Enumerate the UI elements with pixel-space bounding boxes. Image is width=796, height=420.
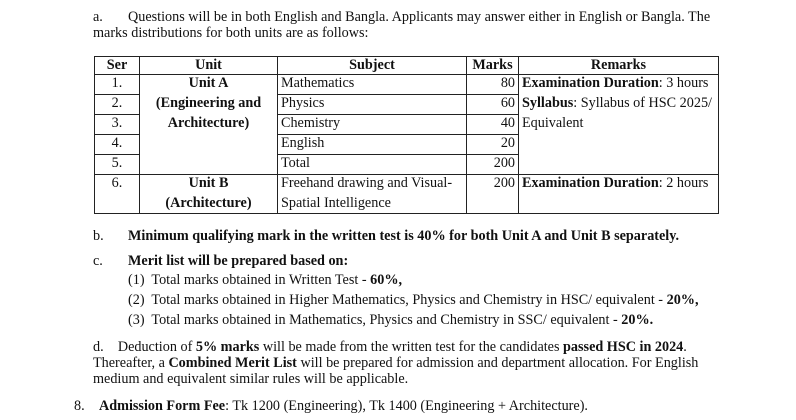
header-remarks: Remarks <box>519 57 719 75</box>
list-item <box>128 292 699 309</box>
table-row <box>95 95 719 115</box>
marks-cell: 200 <box>467 155 519 175</box>
para-d-text: will be made from the written test for the candidates <box>259 339 564 355</box>
unit-a-empty <box>140 135 278 155</box>
remarks-b-duration <box>519 175 719 214</box>
list-item-bold: 60%, <box>370 272 403 288</box>
subject-cell: Total <box>278 155 467 175</box>
para-d-text: will be prepared for admission and department allocation. For English <box>296 355 699 371</box>
subject-cell: Physics <box>278 95 467 115</box>
list-item <box>128 272 402 289</box>
para-d-text: Thereafter, a <box>93 355 169 371</box>
marks-cell: 40 <box>467 115 519 135</box>
list-item-text: Total marks obtained in Higher Mathematics, Physics and Chemistry in HSC/ equivalent - <box>151 292 667 308</box>
item-8-text <box>99 398 588 415</box>
ser-cell: 2. <box>95 95 140 115</box>
table-row <box>95 115 719 135</box>
ser-cell: 5. <box>95 155 140 175</box>
para-b-text: Minimum qualifying mark in the written test is 40% for both Unit A and Unit B separately. <box>128 228 680 244</box>
subject-6-line1: Freehand drawing and Visual- <box>281 175 453 191</box>
para-a-marker: a. <box>93 9 103 25</box>
remarks-a-syllabus-cont: Equivalent <box>519 115 719 135</box>
para-c-heading: Merit list will be prepared based on: <box>128 253 349 269</box>
list-item-text: Total marks obtained in Written Test - <box>151 272 371 288</box>
syllabus-value: : Syllabus of HSC 2025/ <box>573 94 713 111</box>
remarks-a-duration <box>519 75 719 95</box>
para-d-bold: Combined Merit List <box>168 355 297 371</box>
duration-label: Examination Duration <box>522 175 659 191</box>
para-d-text: Deduction of <box>117 339 196 355</box>
list-item-bold: 20%. <box>621 312 654 328</box>
header-marks: Marks <box>467 57 519 75</box>
header-ser: Ser <box>95 57 140 75</box>
table-row <box>95 135 719 155</box>
unit-b-cell <box>140 175 278 214</box>
unit-a-desc-2: Architecture) <box>140 115 278 135</box>
list-item-num: (2) <box>128 292 145 308</box>
subject-cell: Chemistry <box>278 115 467 135</box>
list-item-num: (3) <box>128 312 145 328</box>
duration-value: : 3 hours <box>658 75 709 91</box>
list-item-num: (1) <box>128 272 145 288</box>
marks-table <box>94 56 719 214</box>
remarks-empty <box>519 135 719 155</box>
subject-cell: English <box>278 135 467 155</box>
item-8-value: : Tk 1200 (Engineering), Tk 1400 (Engineering + Architecture). <box>225 398 588 414</box>
item-8-label: Admission Form Fee <box>99 398 226 414</box>
ser-cell: 6. <box>95 175 140 214</box>
duration-label: Examination Duration <box>522 75 659 91</box>
para-d-marker: d. <box>93 339 104 355</box>
unit-b-desc: (Architecture) <box>165 195 252 211</box>
ser-cell: 1. <box>95 75 140 95</box>
ser-cell: 4. <box>95 135 140 155</box>
marks-cell: 200 <box>467 175 519 214</box>
table-row <box>95 75 719 95</box>
syllabus-label: Syllabus <box>522 94 574 111</box>
item-8-marker: 8. <box>74 398 85 414</box>
para-d-bold: passed HSC in 2024 <box>563 339 684 355</box>
marks-cell: 80 <box>467 75 519 95</box>
unit-a-name: Unit A <box>140 75 278 95</box>
marks-cell: 60 <box>467 95 519 115</box>
para-a-line1: Questions will be in both English and Bangla. Applicants may answer either in English or Bangla. The <box>128 9 711 25</box>
header-unit: Unit <box>140 57 278 75</box>
marks-cell: 20 <box>467 135 519 155</box>
para-d-line2 <box>93 355 698 372</box>
unit-b-name: Unit B <box>188 175 229 191</box>
remarks-empty <box>519 155 719 175</box>
unit-a-empty <box>140 155 278 175</box>
duration-value: : 2 hours <box>658 175 709 191</box>
list-item <box>128 312 653 329</box>
list-item-bold: 20%, <box>666 292 699 308</box>
subject-cell: Mathematics <box>278 75 467 95</box>
table-header-row <box>95 57 719 75</box>
para-c-marker: c. <box>93 253 103 269</box>
para-a-line2: marks distributions for both units are as follows: <box>93 25 369 41</box>
list-item-text: Total marks obtained in Mathematics, Physics and Chemistry in SSC/ equivalent - <box>151 312 622 328</box>
remarks-a-syllabus <box>519 95 719 115</box>
para-d-line3: medium and equivalent similar rules will be applicable. <box>93 371 409 387</box>
table-row <box>95 175 719 214</box>
para-d-text: . <box>683 339 687 355</box>
ser-cell: 3. <box>95 115 140 135</box>
header-subject: Subject <box>278 57 467 75</box>
unit-a-desc-1: (Engineering and <box>140 95 278 115</box>
subject-6-line2: Spatial Intelligence <box>281 195 391 211</box>
para-d-bold: 5% marks <box>195 339 260 355</box>
subject-cell <box>278 175 467 214</box>
para-d-line1 <box>93 339 687 356</box>
table-row <box>95 155 719 175</box>
para-b-marker: b. <box>93 228 104 244</box>
